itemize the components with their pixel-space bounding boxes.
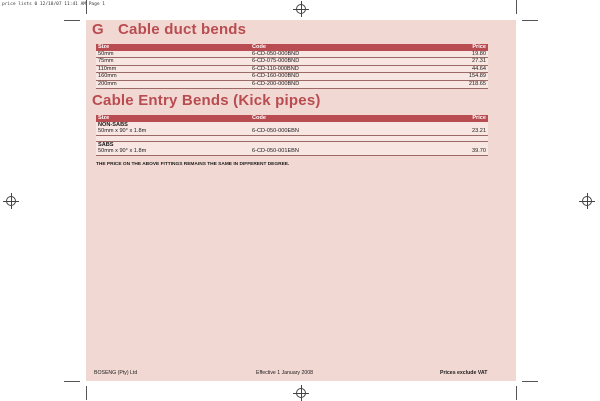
cell-size: 75mm — [96, 58, 250, 66]
section-heading-cable-duct-bends — [92, 21, 246, 38]
cell-price: 154.89 — [414, 73, 488, 81]
cell-code: 6-CD-050-000EBN — [250, 128, 414, 135]
header-price: Price — [414, 115, 488, 122]
cell-size: 200mm — [96, 80, 250, 88]
header-size: Size — [96, 115, 250, 122]
footer-company: BOSENG (Pty) Ltd — [94, 370, 138, 376]
table-row — [96, 65, 488, 73]
table-header-row — [96, 115, 488, 122]
header-code: Code — [250, 44, 414, 51]
registration-mark-bottom — [296, 388, 306, 398]
table-row — [96, 58, 488, 66]
header-price: Price — [414, 44, 488, 51]
group-label-sabs: SABS — [96, 141, 488, 148]
cell-code: 6-CD-110-000BND — [250, 65, 414, 73]
table-header-row — [96, 44, 488, 51]
cell-size: 50mm x 90° x 1.8m — [96, 148, 250, 155]
cell-code: 6-CD-200-000BND — [250, 80, 414, 88]
cable-entry-bends-table — [96, 115, 488, 156]
table-row — [96, 73, 488, 81]
cell-price: 218.65 — [414, 80, 488, 88]
cell-size: 50mm x 90° x 1.8m — [96, 128, 250, 135]
table-row — [96, 51, 488, 58]
header-size: Size — [96, 44, 250, 51]
group-label-non-sabs: NON-SABS — [96, 122, 488, 129]
cell-size: 50mm — [96, 51, 250, 58]
section-title: Cable duct bends — [118, 21, 247, 38]
cell-price: 23.21 — [414, 128, 488, 135]
registration-mark-right — [582, 196, 592, 206]
cell-price: 27.31 — [414, 58, 488, 66]
header-code: Code — [250, 115, 414, 122]
footer-effective-date: Effective 1 January 2008 — [256, 370, 314, 376]
cell-price: 44.64 — [414, 65, 488, 73]
table-row — [96, 128, 488, 135]
cell-code: 6-CD-050-000BND — [250, 51, 414, 58]
cable-duct-bends-table — [96, 44, 488, 89]
section-letter: G — [92, 21, 104, 38]
footer-vat-note: Prices exclude VAT — [440, 370, 488, 376]
cell-size: 160mm — [96, 73, 250, 81]
cell-size: 110mm — [96, 65, 250, 73]
cell-code: 6-CD-075-000BND — [250, 58, 414, 66]
section-heading-cable-entry-bends: Cable Entry Bends (Kick pipes) — [92, 92, 321, 109]
cell-price: 19.80 — [414, 51, 488, 58]
registration-mark-top — [296, 4, 306, 14]
registration-mark-left — [6, 196, 16, 206]
print-slug-line: price lists 0 12/18/07 11:41 AM Page 1 — [2, 2, 105, 7]
table-row — [96, 80, 488, 88]
cell-price: 39.70 — [414, 148, 488, 155]
price-note: THE PRICE ON THE ABOVE FITTINGS REMAINS THE SAME IN DIFFERENT DEGREE. — [96, 162, 290, 167]
table-row — [96, 148, 488, 155]
cell-code: 6-CD-050-001EBN — [250, 148, 414, 155]
cell-code: 6-CD-160-000BND — [250, 73, 414, 81]
